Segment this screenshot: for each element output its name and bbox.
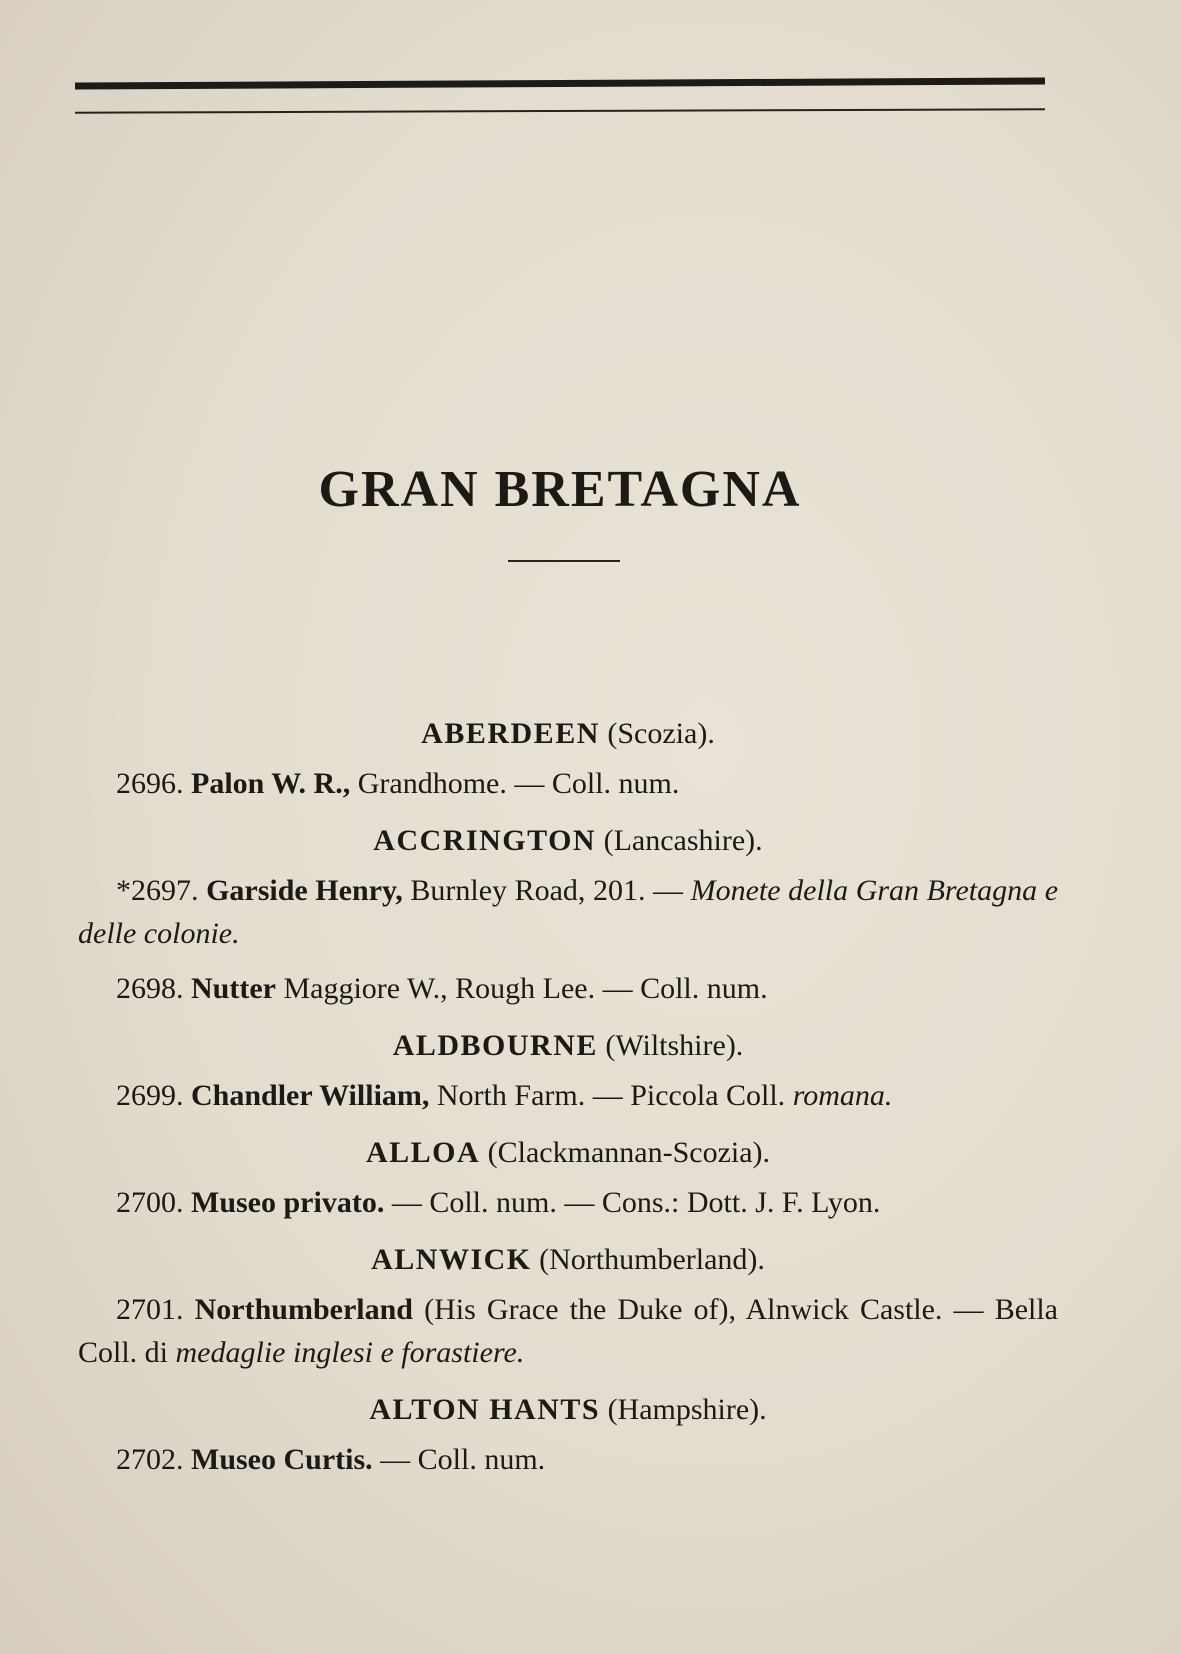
entry-text: — Coll. num. [372,1443,546,1476]
entry-number: 2702. [116,1443,184,1476]
entry-name: Palon W. R., [191,767,351,800]
directory-listing [78,710,1058,1493]
entry-text: Maggiore W., Rough Lee. — Coll. num. [275,972,768,1005]
header-thick-rule [75,77,1045,89]
place-region: (Hampshire). [607,1393,767,1426]
entry-number: *2697. [116,874,199,907]
place-heading [78,1236,1058,1284]
entry-text: North Farm. — Piccola Coll. [429,1079,793,1112]
collection-entry [78,1181,1058,1224]
place-name: ALTON HANTS [369,1393,601,1426]
place-name: ALDBOURNE [392,1029,598,1062]
entry-number: 2698. [116,972,184,1005]
entry-name: Museo privato. [191,1186,385,1219]
entry-italic-text: Monete della Gran Bretagna e delle colonie. [78,874,1059,950]
entry-italic-text: medaglie inglesi e forastiere. [175,1336,525,1369]
place-name: ABERDEEN [421,717,600,750]
entry-number: 2696. [116,767,184,800]
entry-name: Chandler William, [191,1079,430,1112]
entry-name: Northumberland [194,1293,413,1326]
place-region: (Wiltshire). [605,1029,744,1062]
collection-entry [78,1074,1058,1117]
place-region: (Lancashire). [603,824,763,857]
entry-name: Nutter [191,972,276,1005]
entry-text: Burnley Road, 201. — [402,874,691,907]
entry-name: Garside Henry, [206,874,403,907]
entry-text: Grandhome. — Coll. num. [350,767,680,800]
place-name: ALLOA [365,1136,481,1169]
place-heading [78,1129,1058,1177]
collection-entry [78,1438,1058,1481]
place-name: ACCRINGTON [373,824,597,857]
place-heading [78,710,1058,758]
entry-number: 2700. [116,1186,184,1219]
entry-number: 2701. [116,1293,184,1326]
collection-entry [78,1288,1058,1374]
collection-entry [78,869,1058,955]
entry-number: 2699. [116,1079,184,1112]
entry-name: Museo Curtis. [191,1443,373,1476]
collection-entry [78,762,1058,805]
place-region: (Northumberland). [539,1243,765,1276]
place-heading [78,817,1058,865]
place-region: (Clackmannan-Scozia). [487,1136,771,1169]
entry-italic-text: romana. [792,1079,893,1112]
entry-text: (His Grace the Duke of), Alnwick Castle. — Bella Coll. di [78,1293,1059,1369]
entry-text: — Coll. num. — Cons.: Dott. J. F. Lyon. [384,1186,881,1219]
place-heading [78,1022,1058,1070]
place-name: ALNWICK [371,1243,532,1276]
collection-entry [78,967,1058,1010]
place-heading [78,1386,1058,1434]
header-thin-rule [75,108,1045,113]
place-region: (Scozia). [607,717,715,750]
page-title: GRAN BRETAGNA [318,461,802,518]
title-underline [508,560,620,562]
